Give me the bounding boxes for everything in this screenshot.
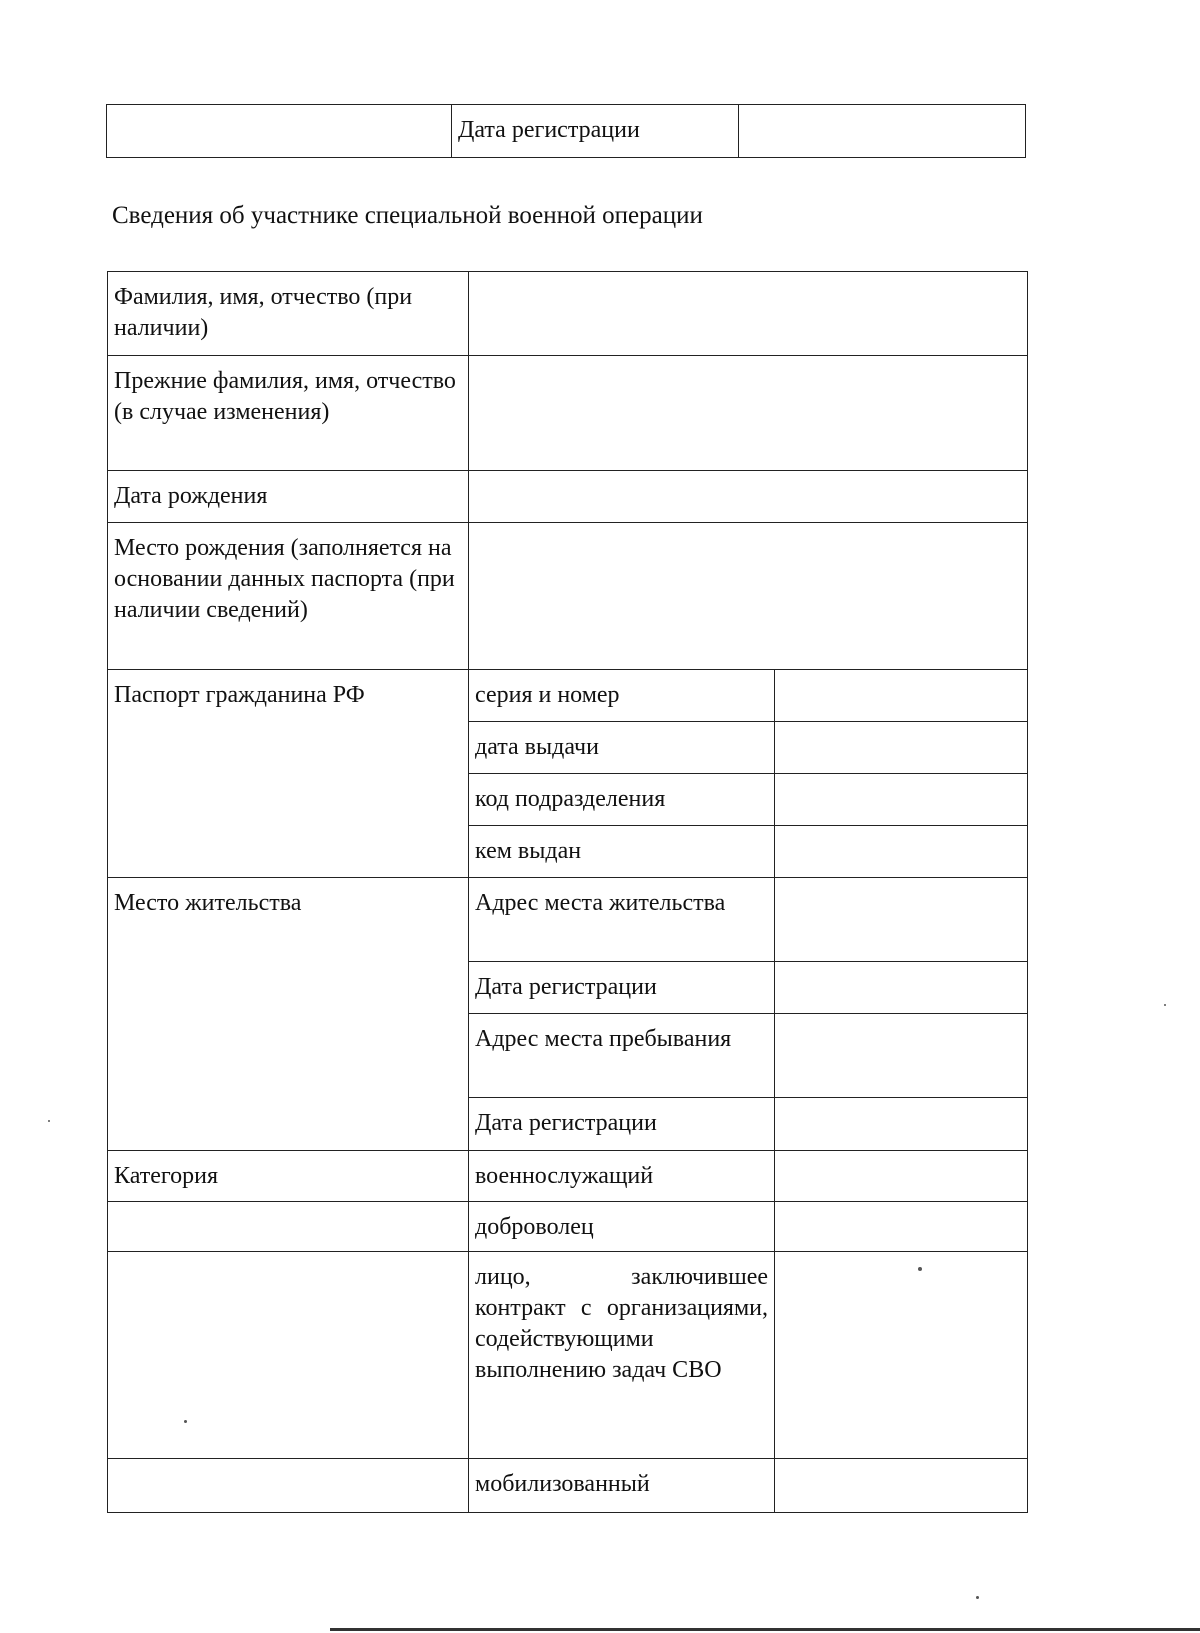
registration-date-label: Дата регистрации [452,105,739,158]
scan-speck [184,1420,187,1423]
passport-division-code-value[interactable] [775,774,1028,826]
category-volunteer-label: доброволец [469,1202,775,1252]
passport-issue-date-value[interactable] [775,722,1028,774]
passport-issued-by-label: кем выдан [469,826,775,878]
category-mobilized-value[interactable] [775,1459,1028,1513]
scan-speck [48,1120,50,1122]
passport-division-code-label: код подразделения [469,774,775,826]
birth-date-value[interactable] [469,471,1028,523]
birth-date-label: Дата рождения [108,471,469,523]
blank-cell [108,1252,469,1459]
section-title: Сведения об участнике специальной военной операции [112,202,703,229]
former-name-value[interactable] [469,356,1028,471]
residence-address-label: Адрес места жительства [469,878,775,962]
residence-registration-date-label: Дата регистрации [469,962,775,1014]
passport-series-label: серия и номер [469,670,775,722]
table-row [108,1202,1028,1252]
category-serviceman-label: военнослужащий [469,1151,775,1202]
residence-address-value[interactable] [775,878,1028,962]
category-mobilized-label: мобилизованный [469,1459,775,1513]
table-row [108,1151,1028,1202]
table-row [108,523,1028,670]
birth-place-label: Место рождения (заполняется на основании данных паспорта (при наличии сведений) [108,523,469,670]
scan-speck [976,1596,979,1599]
residence-label: Место жительства [108,878,469,1151]
full-name-label: Фамилия, имя, отчество (при наличии) [108,272,469,356]
passport-label: Паспорт гражданина РФ [108,670,469,878]
passport-issue-date-label: дата выдачи [469,722,775,774]
table-row [108,272,1028,356]
passport-issued-by-value[interactable] [775,826,1028,878]
table-row [107,105,1026,158]
stay-registration-date-value[interactable] [775,1098,1028,1151]
category-label: Категория [108,1151,469,1202]
former-name-label: Прежние фамилия, имя, отчество (в случае изменения) [108,356,469,471]
table-row [108,670,1028,722]
registration-date-table [106,104,1026,158]
blank-cell [108,1202,469,1252]
scan-speck [918,1267,922,1271]
full-name-value[interactable] [469,272,1028,356]
passport-series-value[interactable] [775,670,1028,722]
stay-address-value[interactable] [775,1014,1028,1098]
table-row [108,471,1028,523]
table-row [108,1252,1028,1459]
category-volunteer-value[interactable] [775,1202,1028,1252]
category-contract-value[interactable] [775,1252,1028,1459]
category-contract-label: лицо, заключившее контракт с организациями, содействующими выполнению задач СВО [469,1252,775,1459]
table-row [108,1459,1028,1513]
category-serviceman-value[interactable] [775,1151,1028,1202]
participant-info-table [107,271,1028,1513]
table-row [108,356,1028,471]
stay-registration-date-label: Дата регистрации [469,1098,775,1151]
scan-speck [1164,1004,1166,1006]
residence-registration-date-value[interactable] [775,962,1028,1014]
stay-address-label: Адрес места пребывания [469,1014,775,1098]
blank-cell [107,105,452,158]
registration-date-value[interactable] [739,105,1026,158]
birth-place-value[interactable] [469,523,1028,670]
table-row [108,878,1028,962]
blank-cell [108,1459,469,1513]
scan-bottom-edge [330,1628,1200,1631]
